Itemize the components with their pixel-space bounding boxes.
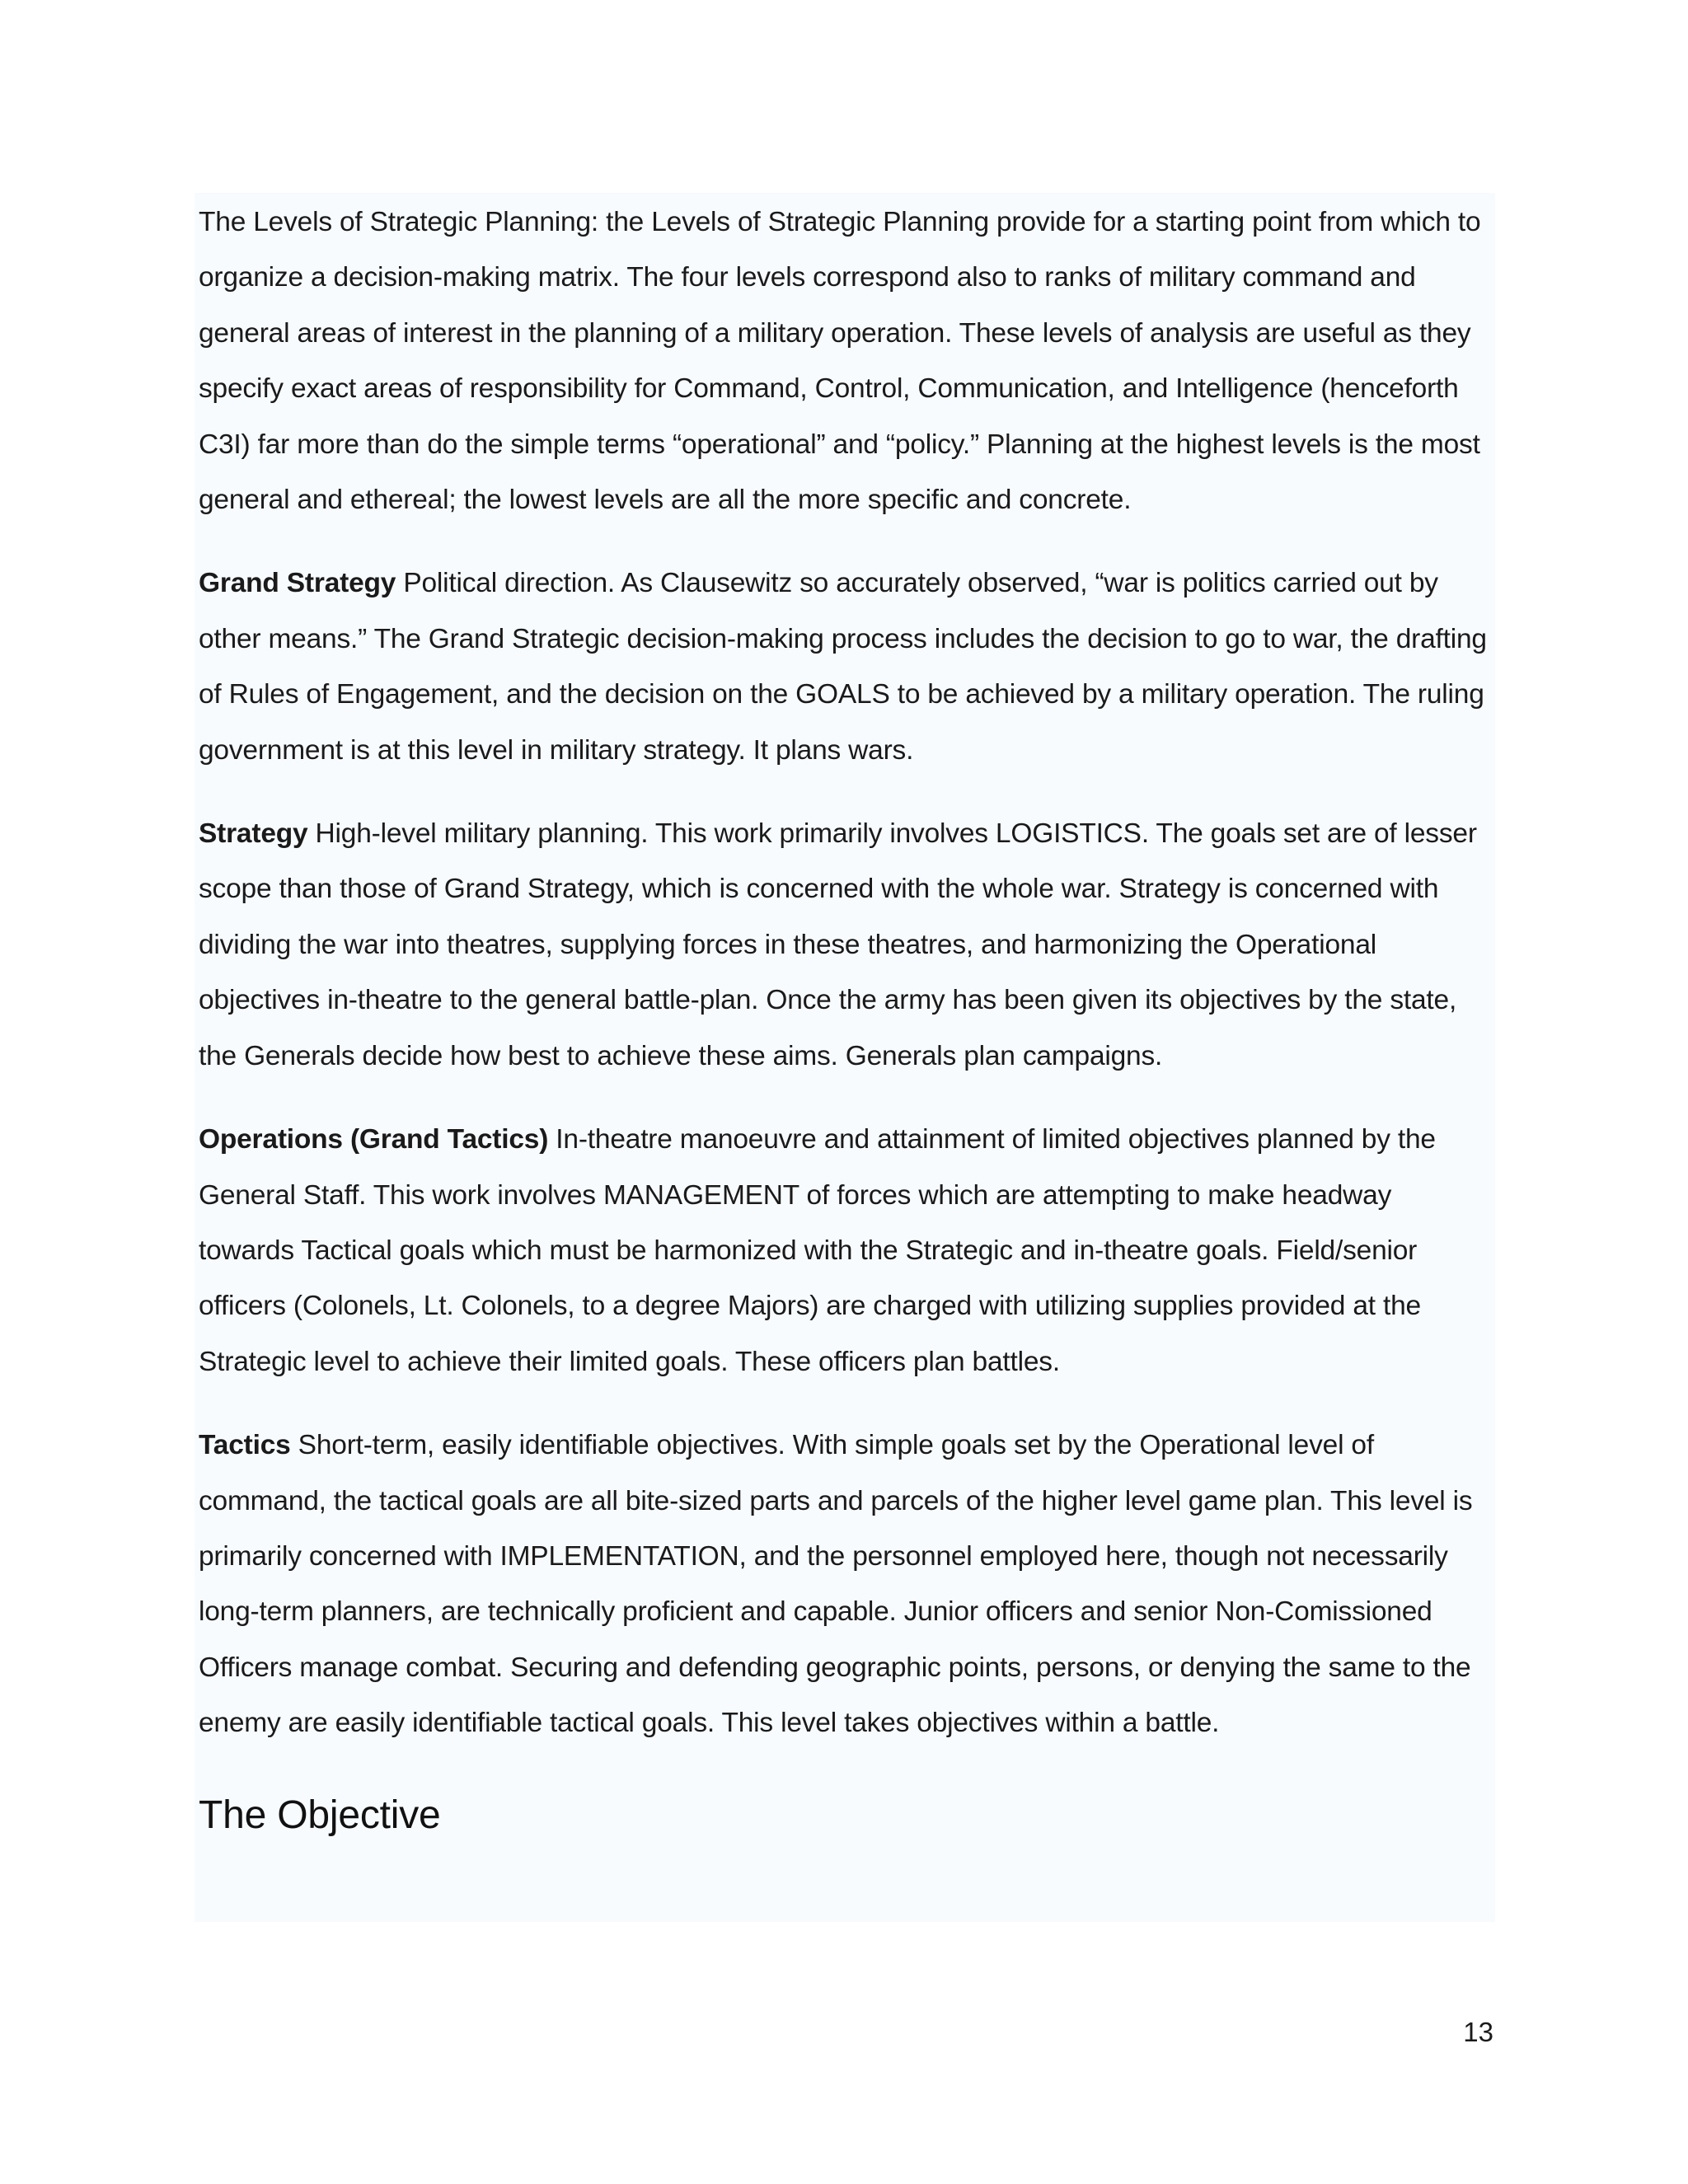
level-paragraph-grand-strategy bbox=[199, 555, 1489, 778]
page-number: 13 bbox=[1463, 2017, 1493, 2047]
document-body bbox=[199, 194, 1489, 1842]
level-term: Grand Strategy bbox=[199, 568, 396, 599]
level-description: Political direction. As Clausewitz so accurately observed, “war is politics carried out by other means.” The Grand Strategic decision-making process includes the decision to go to war, the drafting of Rules of Engagement, and the decision on the GOALS to be achieved by a military operation. The ruling government is at this level in military strategy. It plans wars. bbox=[199, 568, 1487, 766]
level-paragraph-strategy bbox=[199, 806, 1489, 1084]
section-heading: The Objective bbox=[199, 1793, 441, 1837]
level-term: Strategy bbox=[199, 818, 308, 850]
intro-paragraph: The Levels of Strategic Planning: the Levels of Strategic Planning provide for a starting point from which to organize a decision-making matrix. The four levels correspond also to ranks of military command and general areas of interest in the planning of a military operation. These levels of analysis are useful as they specify exact areas of responsibility for Command, Control, Communication, and Intelligence (henceforth C3I) far more than do the simple terms “operational” and “policy.” Planning at the highest levels is the most general and ethereal; the lowest levels are all the more specific and concrete. bbox=[199, 207, 1481, 516]
level-description: Short-term, easily identifiable objectives. With simple goals set by the Operational level of command, the tactical goals are all bite-sized parts and parcels of the higher level game plan. This level is primarily concerned with IMPLEMENTATION, and the personnel employed here, though not necessarily long-term planners, are technically proficient and capable. Junior officers and senior Non-Comissioned Officers manage combat. Securing and defending geographic points, persons, or denying the same to the enemy are easily identifiable tactical goals. This level takes objectives within a battle. bbox=[199, 1430, 1473, 1739]
level-paragraph-operations bbox=[199, 1112, 1489, 1390]
level-description: High-level military planning. This work primarily involves LOGISTICS. The goals set are of lesser scope than those of Grand Strategy, which is concerned with the whole war. Strategy is concerned with dividing the war into theatres, supplying forces in these theatres, and harmonizing the Operational objectives in-theatre to the general battle-plan. Once the army has been given its objectives by the state, the Generals decide how best to achieve these aims. Generals plan campaigns. bbox=[199, 818, 1477, 1071]
level-term: Tactics bbox=[199, 1430, 291, 1461]
level-paragraph-tactics bbox=[199, 1418, 1489, 1750]
level-description: In-theatre manoeuvre and attainment of limited objectives planned by the General Staff. This work involves MANAGEMENT of forces which are attempting to make headway towards Tactical goals which must be harmonized with the Strategic and in-theatre goals. Field/senior officers (Colonels, Lt. Colonels, to a degree Majors) are charged with utilizing supplies provided at the Strategic level to achieve their limited goals. These officers plan battles. bbox=[199, 1124, 1436, 1377]
level-term: Operations (Grand Tactics) bbox=[199, 1124, 549, 1155]
